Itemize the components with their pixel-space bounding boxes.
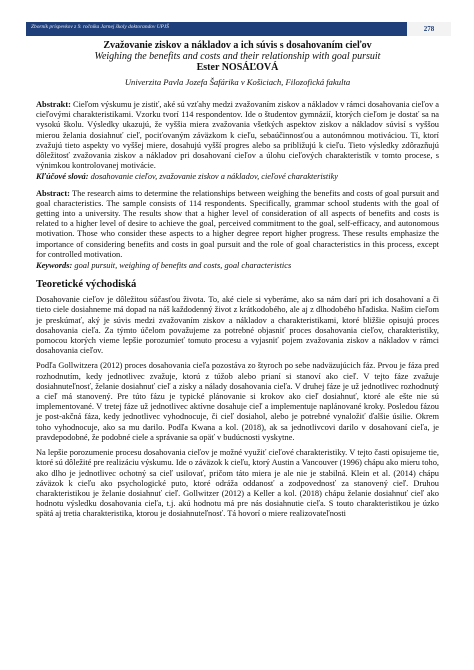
body-paragraph-3: Na lepšie porozumenie procesu dosahovania cieľov je možné využiť cieľové charakteristiky. V tejto časti opisujeme tie, ktoré sú dôležité pre realizáciu výskumu. Ide o záväzok k cieľu, ktorý Austin a Vancouver (1996) chápu ako mieru toho, ako dlho je jednotlivec ochotný sa cieľ usilovať, pričom táto miera je ale nie je stabilná. Klein et al. (2014) chápu záväzok k cieľu ako psychologické puto, ktoré odráža oddanosť a zodpovednosť za stanovený cieľ. Druhou charakteristikou je želanie dosiahnuť cieľ. Gollwitzer (2012) a Keller a kol. (2018) chápu želanie dosiahnuť cieľ ako hodnotu výsledku dosahovania cieľa, t.j. akú hodnotu má pre nás dosiahnutie cieľa. S touto charakteristikou je úzko spätá aj tretia charakteristika, ktorou je dosiahnuteľnosť. Tá hovorí o miere realizovateľnosti bbox=[36, 448, 439, 519]
journal-name: Zborník príspevkov z 9. ročníka Jarnej školy doktorandov UPJŠ bbox=[31, 24, 169, 30]
abstract-sk-label: Abstrakt: bbox=[36, 100, 71, 109]
journal-header-bar bbox=[26, 22, 451, 36]
article-subtitle: Weighing the benefits and costs and their relationship with goal pursuit bbox=[94, 51, 381, 62]
keywords-sk-text: dosahovanie cieľov, zvažovanie ziskov a nákladov, cieľové charakteristiky bbox=[88, 172, 339, 182]
section-heading: Teoretické východiská bbox=[36, 279, 137, 291]
keywords-en-text: goal pursuit, weighing of benefits and costs, goal characteristics bbox=[72, 261, 292, 271]
author-name: Ester NOSÁĽOVÁ bbox=[196, 62, 279, 73]
keywords-sk bbox=[36, 172, 439, 182]
body-paragraph-1: Dosahovanie cieľov je dôležitou súčasťou života. To, aké ciele si vyberáme, ako sa nám darí pri ich dosahovaní a či tieto ciele dosiahneme má dopad na náš každodenný život z krátkodobého, ale aj z dlhodobého hľadiska. Našim cieľom je preskúmať, aký je súvis medzi zvažovaním ziskov a nákladov a charakteristikami, ktoré bližšie opisujú proces dosahovania cieľa. Za týmto účelom považujeme za potrebné objasniť proces dosahovania cieľov, charakteristiky, pomocou ktorých vieme lepšie porozumieť tomuto procesu a vyjasniť pojem zvažovania ziskov a nákladov v rámci dosahovania cieľov. bbox=[36, 295, 439, 356]
abstract-en-text: The research aims to determine the relationships between weighing the benefits and costs of goal pursuit and goal characteristics. The sample consists of 114 respondents. Specifically, grammar school students with the goal of getting into a university. The results show that a higher level of consideration of all aspects of benefits and costs is related to a higher level of desire to achieve the goal, perceived commitment to the goal, self-efficacy, and autonomous motivation. Those who consider these aspects to a higher degree report higher progress. These results emphasize the importance of considering benefits and costs in goal pursuit and the role of goal characteristics in this process, except for controlled motivation. bbox=[36, 188, 439, 259]
article-body bbox=[36, 40, 439, 520]
page-number: 278 bbox=[407, 22, 451, 36]
keywords-en bbox=[36, 261, 439, 271]
abstract-en-label: Abstract: bbox=[36, 188, 70, 198]
abstract-en bbox=[36, 189, 439, 260]
abstract-sk bbox=[36, 100, 439, 171]
author-affiliation: Univerzita Pavla Jozefa Šafárika v Košiciach, Filozofická fakulta bbox=[124, 77, 351, 87]
keywords-sk-label: Kľúčové slová: bbox=[36, 172, 89, 182]
body-paragraph-2: Podľa Gollwitzera (2012) proces dosahovania cieľa pozostáva zo štyroch po sebe nadväzujúcich fáz. Prvou je fáza pred rozhodnutím, kedy jednotlivec zvažuje, ktorú z túžob alebo prianí si stanoví ako cieľ. V tejto fáze zvažuje dosiahnuteľnosť, želanie dosiahnuť cieľ a zisky a nálady dosahovania cieľa. V druhej fáze je už jednotlivec rozhodnutý a cieľ má stanovený. Pre túto fázu je typické plánovanie si krokov ako cieľ dosiahnuť, ktoré ale ešte nie sú implementované. V tretej fáze už jednotlivec aktívne dosahuje cieľ a implementuje naplánované kroky. Posledou fázou je post-akčná fáza, kedy jednotlivec vyhodnocuje, či cieľ dosiahol, alebo je potrebné vynaložiť ďalšie úsilie. Okrem toho vyhodnocuje, ako sa mu darilo. Podľa Kwana a kol. (2018), ak sa jednotlivcovi darilo v dosahovaní cieľa, je pravdepodobné, že podobné ciele a správanie sa opäť v budúcnosti vyskytne. bbox=[36, 361, 439, 442]
keywords-en-label: Keywords: bbox=[36, 261, 73, 271]
abstract-sk-text: Cieľom výskumu je zistiť, aké sú vzťahy medzi zvažovaním ziskov a nákladov v rámci dosahovania cieľov a cieľovými charakteristikami. Vzorku tvorí 114 respondentov. Ide o študentov gymnázií, ktorých cieľom je dostať sa na vysokú školu. Výsledky ukazujú, že vyššia miera zvažovania všetkých aspektov ziskov a nákladov súvisí s vyššou mierou želania dosiahnuť cieľ, pociťovaným záväzkom k cieľu, sebaúčinnosťou a autonómnou motiváciou. Tí, ktorí zvažujú tieto aspekty vo vyššej miere, dosahujú vyšší progres alebo sa približujú k cieľu. Tieto výsledky zdôrazňujú dôležitosť zvažovania ziskov a nákladov pri dosahovaní cieľov a úlohu cieľových charakteristík v tomto procese, s výnimkou kontrolovanej motivácie. bbox=[36, 100, 439, 171]
article-title: Zvažovanie ziskov a nákladov a ich súvis s dosahovaním cieľov bbox=[103, 40, 372, 51]
